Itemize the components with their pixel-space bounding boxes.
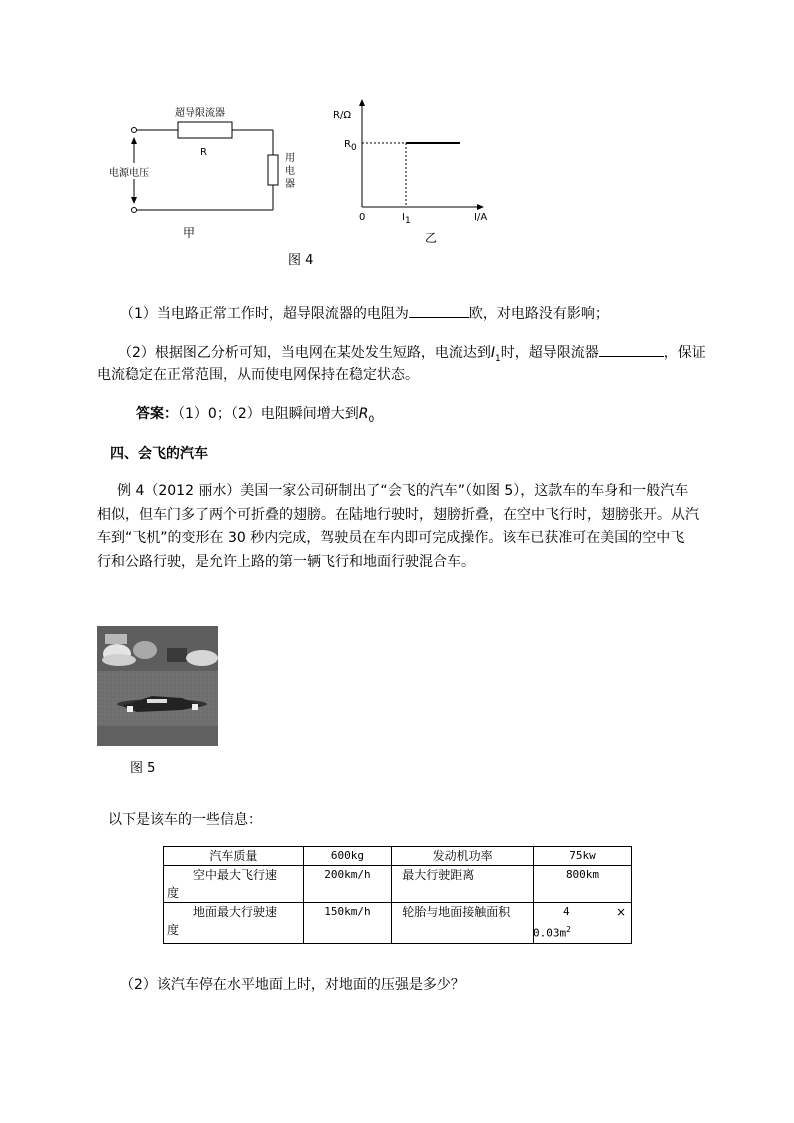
- limiter-label: 超导限流器: [175, 108, 225, 119]
- table-cell: 最大行驶距离: [392, 866, 534, 903]
- example-4-text: 例 4（2012 丽水）美国一家公司研制出了“会飞的汽车”（如图 5），这款车的车身和一般汽车 相似，但车门多了两个可折叠的翅膀。在陆地行驶时，翅膀折叠，在空中飞行时，翅膀张开。从汽 车到“飞机”的变形在 30 秒内完成，驾驶员在车内即可完成操作。该车已获准可在美国的空中飞 行和公路行驶，是允许上路的第一辆飞行和地面行驶混合车。: [97, 483, 699, 570]
- graph-x-label: I/A: [474, 212, 488, 223]
- answer-blank-2: [599, 356, 664, 357]
- table-row: [164, 847, 632, 866]
- table-cell: 200km/h: [303, 866, 392, 903]
- table-row: [164, 866, 632, 903]
- table-cell: 地面最大行驶速 度: [164, 903, 304, 944]
- graph-origin-label: 0: [359, 212, 366, 223]
- circuit-caption: 甲: [183, 226, 196, 240]
- table-cell: 800km: [534, 866, 632, 903]
- table-cell: 4 × $0.03m^2$: [534, 903, 632, 944]
- graph-i1-label: I1: [402, 212, 411, 226]
- device-label: 用 电 器: [285, 153, 295, 190]
- table-cell: 发动机功率: [392, 847, 534, 866]
- table-cell: 轮胎与地面接触面积: [392, 903, 534, 944]
- question-2-line2: 电流稳定在正常范围，从而使电网保持在稳定状态。: [97, 367, 419, 383]
- figure4-caption: 图 4: [288, 253, 314, 268]
- car-info-table: [163, 846, 632, 944]
- table-cell: 空中最大飞行速 度: [164, 866, 304, 903]
- question-1: （1）当电路正常工作时，超导限流器的电阻为 欧，对电路没有影响；: [120, 306, 609, 322]
- table-cell: 600kg: [303, 847, 392, 866]
- answer-blank-1: [409, 317, 469, 318]
- flying-car-photo: [97, 626, 218, 746]
- answer: 答案：（1）0；（2）电阻瞬间增大到$R_0$: [136, 406, 375, 425]
- table-cell: 75kw: [534, 847, 632, 866]
- table-cell: 汽车质量: [164, 847, 304, 866]
- info-intro: 以下是该车的一些信息：: [108, 812, 262, 828]
- question-2: （2）根据图乙分析可知，当电网在某处发生短路，电流达到$I_1$时，超导限流器 ，保证: [118, 345, 706, 364]
- section-heading: 四、会飞的汽车: [110, 446, 208, 462]
- graph-y-label: R/Ω: [333, 110, 351, 121]
- resistor-label: R: [200, 147, 207, 158]
- table-cell: 150km/h: [303, 903, 392, 944]
- figure5-caption: 图 5: [130, 761, 156, 776]
- resistance-current-graph: [340, 95, 500, 225]
- table-row: [164, 903, 632, 944]
- graph-caption: 乙: [425, 231, 438, 245]
- graph-r0-label: R0: [344, 139, 357, 153]
- final-question: （2）该汽车停在水平地面上时，对地面的压强是多少？: [120, 977, 465, 993]
- source-voltage-label: 电源电压: [109, 164, 149, 179]
